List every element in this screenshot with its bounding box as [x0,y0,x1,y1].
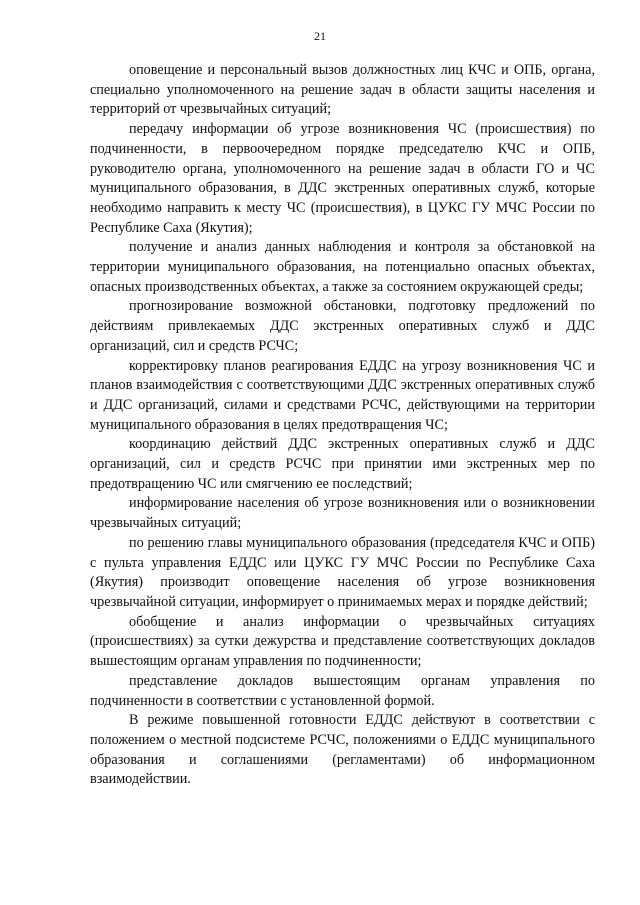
document-body [90,61,595,790]
paragraph: прогнозирование возможной обстановки, подготовку предложений по действиям привлекаемых ДДС экстренных оперативных служб и ДДС организаций, сил и средств РСЧС; [90,298,595,354]
paragraph: по решению главы муниципального образования (председателя КЧС и ОПБ) с пульта управления ЕДДС или ЦУКС ГУ МЧС России по Республике Саха (Якутия) производит оповещение населения об угрозе возникновения чрезвычайной ситуации, информирует о принимаемых мерах и порядке действий; [90,534,595,610]
paragraph: информирование населения об угрозе возникновения или о возникновении чрезвычайных ситуаций; [90,495,595,532]
paragraph: корректировку планов реагирования ЕДДС на угрозу возникновения ЧС и планов взаимодействия с соответствующими ДДС экстренных оперативных служб и ДДС организаций, силами и средствами РСЧС, действующими на территории муниципального образования в целях предотвращения ЧС; [90,357,595,433]
paragraph: получение и анализ данных наблюдения и контроля за обстановкой на территории муниципального образования, на потенциально опасных объектах, опасных производственных объектах, а также за состоянием окружающей среды; [90,239,595,295]
page-number: 21 [314,29,326,43]
paragraph: обобщение и анализ информации о чрезвычайных ситуациях (происшествиях) за сутки дежурства и представление соответствующих докладов вышестоящим органам управления по подчиненности; [90,613,595,670]
paragraph: координацию действий ДДС экстренных оперативных служб и ДДС организаций, сил и средств РСЧС при принятии ими экстренных мер по предотвращению ЧС или смягчению ее последствий; [90,436,595,492]
paragraph: оповещение и персональный вызов должностных лиц КЧС и ОПБ, органа, специально уполномоченного на решение задач в области защиты населения и территорий от чрезвычайных ситуаций; [90,62,595,118]
paragraph: представление докладов вышестоящим органам управления по подчиненности в соответствии с установленной формой. [90,672,595,709]
paragraph: В режиме повышенной готовности ЕДДС действуют в соответствии с положением о местной подсистеме РСЧС, положениями о ЕДДС муниципального образования и соглашениями (регламентами) об информационном взаимодействии. [90,712,595,788]
paragraph: передачу информации об угрозе возникновения ЧС (происшествия) по подчиненности, в первоочередном порядке председателю КЧС и ОПБ, руководителю органа, уполномоченного на решение задач в области ГО и ЧС муниципального образования, в ДДС экстренных оперативных служб, которые необходимо направить к месту ЧС (происшествия), в ЦУКС ГУ МЧС России по Республике Саха (Якутия); [90,121,595,236]
